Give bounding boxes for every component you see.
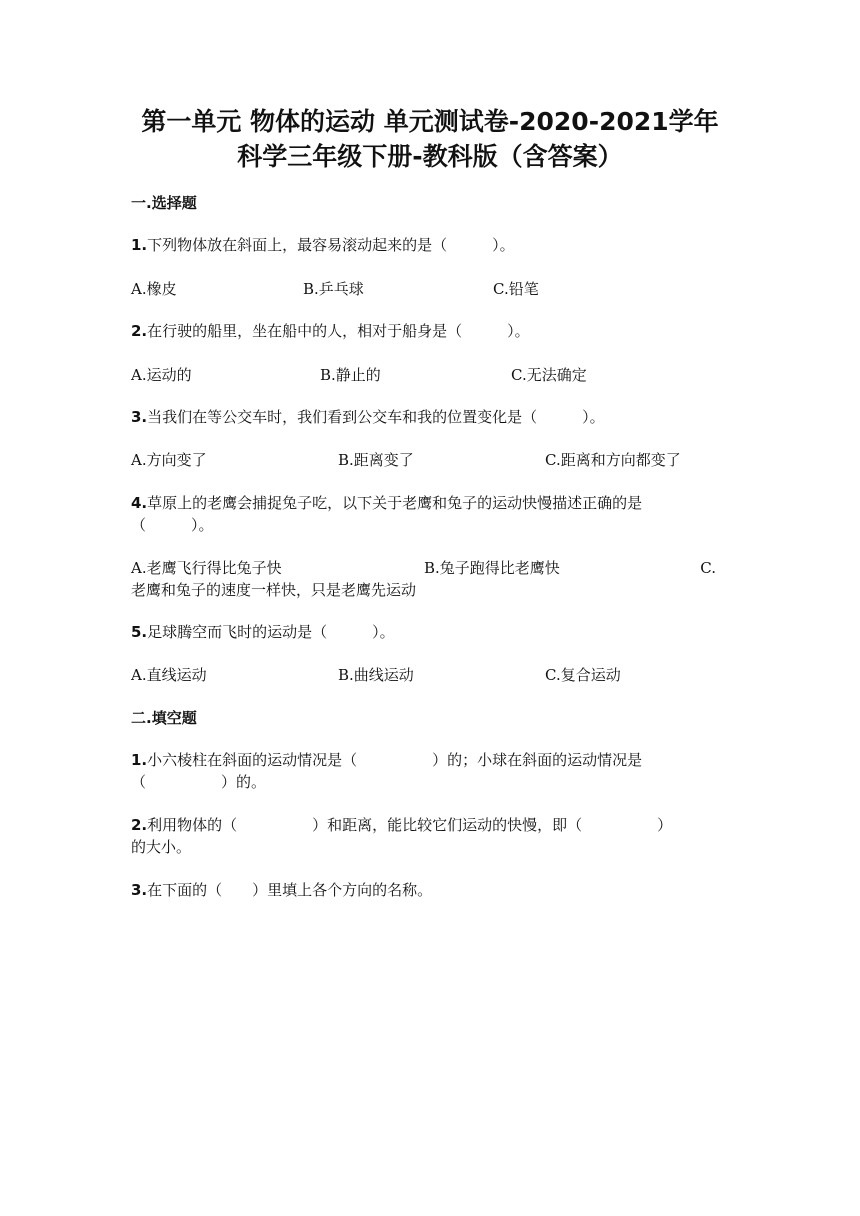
question-text: 小六棱柱在斜面的运动情况是（ ）的；小球在斜面的运动情况是 [147, 751, 643, 769]
option-c: C.无法确定 [511, 366, 587, 384]
question-number: 2. [131, 816, 148, 834]
question-number: 3. [131, 881, 148, 899]
document-title-line-1: 第一单元 物体的运动 单元测试卷-2020-2021学年 [141, 107, 719, 136]
option-b: B.乒乓球 [303, 280, 364, 298]
question-4 [131, 492, 731, 514]
question-text: 利用物体的（ ）和距离，能比较它们运动的快慢，即（ ） [147, 816, 673, 834]
option-a: A.直线运动 [131, 666, 207, 684]
question-number: 3. [131, 408, 148, 426]
question-1 [131, 234, 731, 256]
option-a: A.运动的 [131, 366, 192, 384]
fill-question-2 [131, 814, 731, 836]
question-number: 5. [131, 623, 148, 641]
question-5 [131, 621, 731, 643]
question-text: 在下面的（ ）里填上各个方向的名称。 [147, 881, 433, 899]
question-2 [131, 320, 731, 342]
fill-question-3 [131, 879, 731, 901]
option-c-text: 老鹰和兔子的速度一样快，只是老鹰先运动 [131, 581, 417, 599]
question-4-options [131, 557, 731, 579]
question-number: 1. [131, 751, 148, 769]
option-a: A.老鹰飞行得比兔子快 [131, 559, 282, 577]
option-b: B.兔子跑得比老鹰快 [424, 559, 560, 577]
question-text: 草原上的老鹰会捕捉兔子吃，以下关于老鹰和兔子的运动快慢描述正确的是 [147, 494, 643, 512]
section-heading-fill: 二.填空题 [131, 709, 197, 727]
question-1-options [131, 278, 731, 300]
option-c: C.铅笔 [493, 280, 539, 298]
section-heading-choice: 一.选择题 [131, 194, 197, 212]
option-c: C.距离和方向都变了 [545, 451, 681, 469]
fill-question-2-continued: 的大小。 [131, 838, 192, 856]
option-b: B.曲线运动 [338, 666, 414, 684]
option-c: C.复合运动 [545, 666, 621, 684]
option-b: B.距离变了 [338, 451, 414, 469]
question-3 [131, 406, 731, 428]
document-title-line-2: 科学三年级下册-教科版（含答案） [237, 142, 623, 171]
option-b: B.静止的 [320, 366, 381, 384]
question-number: 4. [131, 494, 148, 512]
fill-question-1 [131, 749, 731, 771]
question-text: 当我们在等公交车时，我们看到公交车和我的位置变化是（ ）。 [147, 408, 605, 426]
question-2-options [131, 364, 731, 386]
question-3-options [131, 449, 731, 471]
option-c-label: C. [700, 559, 716, 577]
fill-question-1-continued: （ ）的。 [131, 773, 267, 791]
question-4-continued: （ ）。 [131, 516, 214, 534]
question-text: 在行驶的船里，坐在船中的人，相对于船身是（ ）。 [147, 322, 530, 340]
option-a: A.橡皮 [131, 280, 177, 298]
question-number: 2. [131, 322, 148, 340]
option-a: A.方向变了 [131, 451, 207, 469]
question-5-options [131, 664, 731, 686]
question-text: 足球腾空而飞时的运动是（ ）。 [147, 623, 395, 641]
question-text: 下列物体放在斜面上，最容易滚动起来的是（ ）。 [147, 236, 515, 254]
question-number: 1. [131, 236, 148, 254]
